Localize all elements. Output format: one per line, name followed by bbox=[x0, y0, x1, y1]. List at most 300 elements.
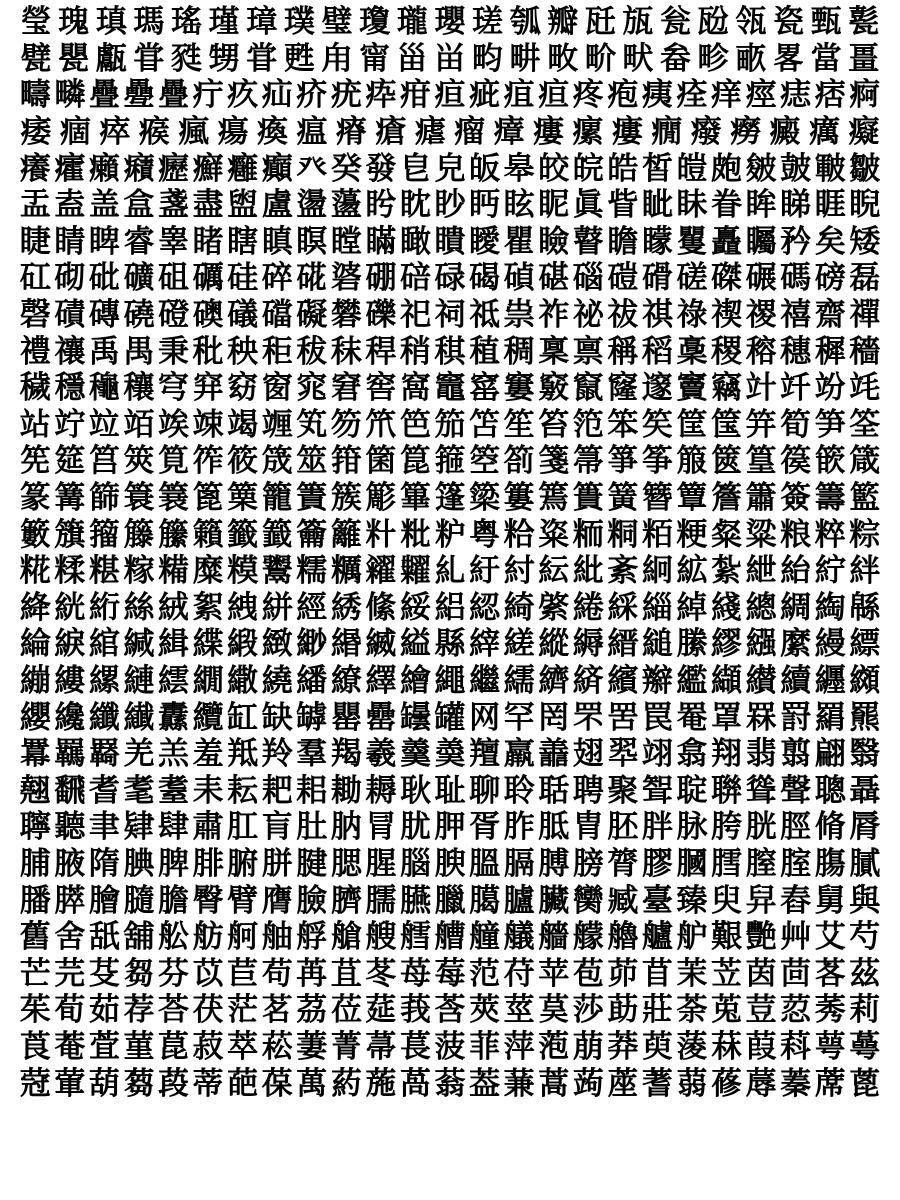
kanji-character: 罘 bbox=[572, 699, 604, 736]
kanji-character: 緲 bbox=[296, 626, 328, 663]
kanji-character: 繻 bbox=[503, 662, 535, 699]
kanji-character: 萢 bbox=[538, 1028, 570, 1065]
kanji-character: 苻 bbox=[503, 955, 535, 992]
kanji-character: 眸 bbox=[745, 187, 777, 224]
kanji-character: 篆 bbox=[19, 480, 51, 517]
kanji-character: 茱 bbox=[19, 992, 51, 1029]
kanji-character: 癧 bbox=[158, 150, 190, 187]
kanji-character: 瘡 bbox=[375, 114, 407, 151]
kanji-character: 窖 bbox=[365, 370, 397, 407]
kanji-character: 舐 bbox=[88, 919, 120, 956]
kanji-character: 繖 bbox=[227, 662, 259, 699]
kanji-character: 笂 bbox=[296, 406, 328, 443]
kanji-character: 膺 bbox=[261, 882, 293, 919]
kanji-character: 胥 bbox=[469, 809, 501, 846]
kanji-character: 禮 bbox=[19, 333, 51, 370]
kanji-character: 穹 bbox=[158, 370, 190, 407]
kanji-character: 粲 bbox=[711, 516, 743, 553]
kanji-character: 胼 bbox=[261, 845, 293, 882]
kanji-character: 纓 bbox=[19, 699, 51, 736]
kanji-character: 繙 bbox=[296, 662, 328, 699]
kanji-character: 稻 bbox=[641, 333, 673, 370]
kanji-character: 睾 bbox=[158, 223, 190, 260]
kanji-character: 菫 bbox=[123, 1028, 155, 1065]
kanji-character: 絆 bbox=[849, 553, 881, 590]
kanji-character: 痿 bbox=[20, 114, 52, 151]
kanji-character: 祠 bbox=[434, 297, 466, 334]
kanji-character: 罔 bbox=[538, 699, 570, 736]
kanji-character: 糅 bbox=[54, 553, 86, 590]
kanji-character: 羣 bbox=[296, 736, 328, 773]
kanji-character: 肓 bbox=[261, 809, 293, 846]
kanji-character: 瑾 bbox=[208, 4, 240, 41]
kanji-character: 癬 bbox=[192, 150, 224, 187]
character-row bbox=[18, 41, 882, 78]
kanji-character: 艀 bbox=[296, 919, 328, 956]
kanji-character: 疼 bbox=[572, 77, 604, 114]
kanji-character: 糂 bbox=[88, 553, 120, 590]
kanji-character: 翡 bbox=[745, 736, 777, 773]
kanji-character: 竝 bbox=[88, 406, 120, 443]
kanji-character: 緻 bbox=[261, 626, 293, 663]
kanji-character: 耘 bbox=[227, 772, 259, 809]
kanji-character: 翅 bbox=[572, 736, 604, 773]
kanji-character: 膓 bbox=[814, 845, 846, 882]
kanji-character: 窈 bbox=[227, 370, 259, 407]
kanji-character: 簀 bbox=[296, 480, 328, 517]
kanji-character: 磊 bbox=[849, 260, 881, 297]
kanji-character: 耙 bbox=[261, 772, 293, 809]
kanji-character: 罩 bbox=[711, 699, 743, 736]
kanji-character: 箴 bbox=[849, 443, 881, 480]
kanji-character: 簫 bbox=[745, 480, 777, 517]
kanji-character: 窗 bbox=[261, 370, 293, 407]
kanji-character: 箚 bbox=[503, 443, 535, 480]
kanji-character: 莅 bbox=[330, 992, 362, 1029]
kanji-character: 茆 bbox=[607, 955, 639, 992]
kanji-character: 籐 bbox=[123, 516, 155, 553]
kanji-character: 笳 bbox=[434, 406, 466, 443]
kanji-character: 筮 bbox=[296, 443, 328, 480]
kanji-character: 莊 bbox=[641, 992, 673, 1029]
kanji-character: 矜 bbox=[780, 223, 812, 260]
kanji-character: 膽 bbox=[158, 882, 190, 919]
kanji-character: 羹 bbox=[399, 736, 431, 773]
kanji-character: 舊 bbox=[19, 919, 51, 956]
kanji-character: 耡 bbox=[330, 772, 362, 809]
kanji-character: 睫 bbox=[19, 223, 51, 260]
character-row bbox=[18, 882, 882, 919]
kanji-character: 茴 bbox=[780, 955, 812, 992]
kanji-character: 筵 bbox=[54, 443, 86, 480]
kanji-character: 瞿 bbox=[503, 223, 535, 260]
kanji-character: 繝 bbox=[192, 662, 224, 699]
kanji-character: 聹 bbox=[19, 809, 51, 846]
kanji-character: 皷 bbox=[780, 150, 812, 187]
kanji-character: 經 bbox=[296, 589, 328, 626]
kanji-character: 筧 bbox=[158, 443, 190, 480]
kanji-character: 艘 bbox=[365, 919, 397, 956]
kanji-character: 羯 bbox=[330, 736, 362, 773]
kanji-character: 籬 bbox=[330, 516, 362, 553]
kanji-character: 腥 bbox=[365, 845, 397, 882]
kanji-character: 芬 bbox=[158, 955, 190, 992]
kanji-character: 綮 bbox=[538, 589, 570, 626]
kanji-character: 茲 bbox=[849, 955, 881, 992]
kanji-character: 瑳 bbox=[472, 4, 503, 41]
kanji-character: 竍 bbox=[745, 370, 777, 407]
kanji-character: 粮 bbox=[780, 516, 812, 553]
kanji-character: 甞 bbox=[133, 40, 165, 77]
kanji-character: 莉 bbox=[849, 992, 881, 1029]
kanji-character: 綟 bbox=[54, 626, 86, 663]
kanji-character: 粨 bbox=[641, 516, 673, 553]
kanji-character: 甥 bbox=[208, 40, 240, 77]
kanji-character: 綛 bbox=[469, 589, 501, 626]
kanji-character: 畛 bbox=[697, 40, 729, 77]
kanji-character: 膂 bbox=[607, 845, 639, 882]
kanji-character: 腆 bbox=[123, 845, 155, 882]
kanji-character: 疔 bbox=[192, 77, 224, 114]
kanji-character: 縒 bbox=[503, 626, 535, 663]
kanji-character: 眩 bbox=[503, 187, 535, 224]
kanji-character: 礫 bbox=[365, 297, 397, 334]
kanji-character: 缺 bbox=[261, 699, 293, 736]
kanji-character: 疣 bbox=[330, 77, 362, 114]
kanji-character: 緡 bbox=[330, 626, 362, 663]
kanji-character: 粡 bbox=[607, 516, 639, 553]
kanji-character: 臍 bbox=[330, 882, 362, 919]
kanji-character: 縺 bbox=[123, 662, 155, 699]
kanji-character: 莚 bbox=[365, 992, 397, 1029]
kanji-character: 舁 bbox=[745, 882, 777, 919]
kanji-character: 磬 bbox=[19, 297, 51, 334]
kanji-character: 竢 bbox=[158, 406, 190, 443]
kanji-character: 臉 bbox=[296, 882, 328, 919]
kanji-character: 瘋 bbox=[178, 114, 210, 151]
kanji-character: 瓏 bbox=[396, 4, 428, 41]
kanji-character: 篦 bbox=[192, 480, 224, 517]
kanji-character: 磔 bbox=[711, 260, 743, 297]
kanji-character: 禝 bbox=[745, 297, 777, 334]
kanji-character: 耄 bbox=[123, 772, 155, 809]
kanji-character: 縉 bbox=[607, 626, 639, 663]
kanji-character: 葩 bbox=[227, 1065, 259, 1102]
kanji-character: 筐 bbox=[676, 406, 708, 443]
kanji-character: 碾 bbox=[745, 260, 777, 297]
kanji-character: 皎 bbox=[538, 150, 570, 187]
kanji-character: 綺 bbox=[503, 589, 535, 626]
kanji-character: 碎 bbox=[261, 260, 293, 297]
kanji-character: 羃 bbox=[19, 736, 51, 773]
kanji-character: 糜 bbox=[192, 553, 224, 590]
kanji-character: 繽 bbox=[607, 662, 639, 699]
kanji-character: 癢 bbox=[19, 150, 51, 187]
kanji-character: 碯 bbox=[572, 260, 604, 297]
kanji-character: 萋 bbox=[296, 1028, 328, 1065]
kanji-character: 緇 bbox=[641, 589, 673, 626]
kanji-character: 甾 bbox=[396, 40, 428, 77]
character-row bbox=[18, 1065, 882, 1102]
kanji-character: 茗 bbox=[261, 992, 293, 1029]
kanji-character: 癈 bbox=[690, 114, 722, 151]
kanji-character: 蔆 bbox=[676, 1028, 708, 1065]
kanji-character: 畊 bbox=[509, 40, 541, 77]
character-row bbox=[18, 1029, 882, 1066]
kanji-character: 瞻 bbox=[607, 223, 639, 260]
kanji-character: 癩 bbox=[88, 150, 120, 187]
kanji-character: 瓬 bbox=[622, 4, 654, 41]
kanji-character: 翔 bbox=[711, 736, 743, 773]
kanji-character: 磋 bbox=[676, 260, 708, 297]
kanji-character: 癜 bbox=[769, 114, 801, 151]
kanji-character: 矼 bbox=[19, 260, 51, 297]
kanji-character: 眞 bbox=[572, 187, 604, 224]
kanji-character: 綫 bbox=[711, 589, 743, 626]
kanji-character: 筴 bbox=[123, 443, 155, 480]
kanji-character: 綢 bbox=[780, 589, 812, 626]
character-row bbox=[18, 297, 882, 334]
kanji-character: 蓍 bbox=[641, 1065, 673, 1102]
kanji-character: 璋 bbox=[246, 4, 278, 41]
kanji-character: 蒄 bbox=[19, 1065, 51, 1102]
kanji-character: 甤 bbox=[171, 40, 202, 77]
kanji-character: 絽 bbox=[434, 589, 466, 626]
kanji-character: 穢 bbox=[19, 370, 51, 407]
kanji-character: 膕 bbox=[676, 845, 708, 882]
kanji-character: 脣 bbox=[849, 809, 881, 846]
kanji-character: 萍 bbox=[503, 1028, 535, 1065]
kanji-character: 耋 bbox=[158, 772, 190, 809]
kanji-character: 腦 bbox=[399, 845, 431, 882]
kanji-character: 籔 bbox=[19, 516, 51, 553]
kanji-character: 荅 bbox=[158, 992, 190, 1029]
kanji-character: 絳 bbox=[19, 589, 51, 626]
kanji-character: 蓐 bbox=[745, 1065, 777, 1102]
kanji-character: 禧 bbox=[780, 297, 812, 334]
kanji-character: 疳 bbox=[399, 77, 431, 114]
kanji-character: 眛 bbox=[676, 187, 708, 224]
kanji-character: 睚 bbox=[814, 187, 846, 224]
kanji-character: 翆 bbox=[607, 736, 639, 773]
kanji-character: 蓖 bbox=[849, 1065, 881, 1102]
kanji-character: 畍 bbox=[584, 40, 616, 77]
kanji-character: 聽 bbox=[54, 809, 86, 846]
kanji-character: 癲 bbox=[261, 150, 293, 187]
kanji-character: 萬 bbox=[296, 1065, 328, 1102]
kanji-character: 甓 bbox=[20, 40, 52, 77]
kanji-character: 羮 bbox=[434, 736, 466, 773]
kanji-character: 磅 bbox=[814, 260, 846, 297]
kanji-character: 箘 bbox=[365, 443, 397, 480]
kanji-character: 辮 bbox=[641, 662, 673, 699]
kanji-character: 臘 bbox=[434, 882, 466, 919]
kanji-character: 聆 bbox=[503, 772, 535, 809]
kanji-character: 稘 bbox=[434, 333, 466, 370]
kanji-character: 葆 bbox=[261, 1065, 293, 1102]
kanji-character: 畄 bbox=[434, 40, 466, 77]
kanji-character: 縋 bbox=[641, 626, 673, 663]
kanji-character: 萠 bbox=[572, 1028, 604, 1065]
kanji-character: 舳 bbox=[261, 919, 293, 956]
kanji-character: 苟 bbox=[261, 955, 293, 992]
kanji-character: 齋 bbox=[814, 297, 846, 334]
kanji-character: 穗 bbox=[780, 333, 812, 370]
kanji-character: 秉 bbox=[158, 333, 190, 370]
kanji-character: 笨 bbox=[607, 406, 639, 443]
kanji-character: 舮 bbox=[676, 919, 708, 956]
kanji-character: 譱 bbox=[538, 736, 570, 773]
kanji-character: 穃 bbox=[745, 333, 777, 370]
kanji-character: 萪 bbox=[780, 1028, 812, 1065]
kanji-character: 站 bbox=[19, 406, 51, 443]
kanji-character: 縅 bbox=[365, 626, 397, 663]
kanji-character: 綏 bbox=[399, 589, 431, 626]
kanji-character: 穉 bbox=[814, 333, 846, 370]
kanji-character: 縷 bbox=[54, 662, 86, 699]
kanji-character: 舍 bbox=[54, 919, 86, 956]
kanji-character: 罎 bbox=[399, 699, 431, 736]
character-row bbox=[18, 846, 882, 883]
kanji-character: 碆 bbox=[330, 260, 362, 297]
kanji-character: 璧 bbox=[321, 4, 353, 41]
kanji-character: 糘 bbox=[123, 553, 155, 590]
kanji-character: 糢 bbox=[227, 553, 259, 590]
kanji-character: 茹 bbox=[88, 992, 120, 1029]
kanji-character: 蒂 bbox=[192, 1065, 224, 1102]
character-row bbox=[18, 809, 882, 846]
kanji-character: 痣 bbox=[780, 77, 812, 114]
kanji-character: 睥 bbox=[88, 223, 120, 260]
kanji-character: 瓰 bbox=[697, 4, 729, 41]
kanji-character: 祕 bbox=[572, 297, 604, 334]
kanji-character: 笶 bbox=[641, 406, 673, 443]
kanji-character: 窩 bbox=[399, 370, 431, 407]
kanji-character: 續 bbox=[780, 662, 812, 699]
kanji-character: 皋 bbox=[503, 150, 535, 187]
kanji-character: 聿 bbox=[88, 809, 120, 846]
kanji-character: 羞 bbox=[192, 736, 224, 773]
kanji-character: 菠 bbox=[434, 1028, 466, 1065]
kanji-character: 紵 bbox=[814, 553, 846, 590]
kanji-character: 粫 bbox=[572, 516, 604, 553]
kanji-character: 苜 bbox=[641, 955, 673, 992]
kanji-character: 胱 bbox=[745, 809, 777, 846]
kanji-character: 聨 bbox=[711, 772, 743, 809]
kanji-character: 艟 bbox=[469, 919, 501, 956]
kanji-character: 纛 bbox=[158, 699, 190, 736]
kanji-character: 穩 bbox=[54, 370, 86, 407]
kanji-character: 膸 bbox=[123, 882, 155, 919]
kanji-character: 砠 bbox=[158, 260, 190, 297]
kanji-character: 聳 bbox=[745, 772, 777, 809]
kanji-character: 竡 bbox=[123, 406, 155, 443]
kanji-character: 甯 bbox=[359, 40, 391, 77]
kanji-character: 箋 bbox=[538, 443, 570, 480]
kanji-character: 縲 bbox=[88, 662, 120, 699]
kanji-character: 矚 bbox=[745, 223, 777, 260]
kanji-character: 礑 bbox=[261, 297, 293, 334]
kanji-character: 菷 bbox=[365, 1028, 397, 1065]
kanji-character: 筺 bbox=[711, 406, 743, 443]
kanji-character: 疊 bbox=[88, 77, 120, 114]
kanji-character: 竭 bbox=[227, 406, 259, 443]
kanji-character: 疊 bbox=[158, 77, 190, 114]
kanji-character: 苺 bbox=[399, 955, 431, 992]
kanji-character: 繹 bbox=[365, 662, 397, 699]
kanji-character: 聶 bbox=[849, 772, 881, 809]
kanji-character: 莽 bbox=[607, 1028, 639, 1065]
kanji-character: 瑰 bbox=[58, 4, 90, 41]
kanji-character: 腱 bbox=[296, 845, 328, 882]
kanji-character: 矮 bbox=[849, 223, 881, 260]
kanji-character: 矇 bbox=[641, 223, 673, 260]
kanji-character: 紊 bbox=[607, 553, 639, 590]
kanji-character: 聊 bbox=[469, 772, 501, 809]
kanji-character: 莠 bbox=[814, 992, 846, 1029]
kanji-character: 苞 bbox=[572, 955, 604, 992]
kanji-character: 翳 bbox=[849, 736, 881, 773]
kanji-character: 痊 bbox=[676, 77, 708, 114]
kanji-character: 腑 bbox=[227, 845, 259, 882]
kanji-character: 蒟 bbox=[572, 1065, 604, 1102]
kanji-character: 砒 bbox=[88, 260, 120, 297]
kanji-character: 篏 bbox=[814, 443, 846, 480]
character-row bbox=[18, 150, 882, 187]
kanji-character: 盍 bbox=[54, 187, 86, 224]
kanji-character: 罍 bbox=[365, 699, 397, 736]
kanji-character: 苳 bbox=[365, 955, 397, 992]
kanji-character: 縡 bbox=[469, 626, 501, 663]
kanji-character: 纔 bbox=[54, 699, 86, 736]
kanji-character: 罟 bbox=[607, 699, 639, 736]
kanji-character: 糴 bbox=[365, 553, 397, 590]
kanji-character: 箏 bbox=[607, 443, 639, 480]
kanji-character: 篷 bbox=[434, 480, 466, 517]
kanji-character: 籠 bbox=[261, 480, 293, 517]
kanji-character: 縹 bbox=[849, 626, 881, 663]
kanji-character: 舫 bbox=[192, 919, 224, 956]
kanji-character: 茖 bbox=[814, 955, 846, 992]
kanji-character: 舩 bbox=[158, 919, 190, 956]
kanji-character: 眇 bbox=[434, 187, 466, 224]
kanji-character: 簪 bbox=[641, 480, 673, 517]
kanji-character: 竕 bbox=[814, 370, 846, 407]
kanji-character: 砌 bbox=[54, 260, 86, 297]
kanji-character: 祓 bbox=[607, 297, 639, 334]
kanji-character: 纉 bbox=[745, 662, 777, 699]
kanji-character: 葹 bbox=[365, 1065, 397, 1102]
kanji-character: 聢 bbox=[676, 772, 708, 809]
kanji-character: 聲 bbox=[780, 772, 812, 809]
kanji-character: 聟 bbox=[641, 772, 673, 809]
kanji-character: 盧 bbox=[261, 187, 293, 224]
kanji-character: 纒 bbox=[814, 662, 846, 699]
kanji-character: 糶 bbox=[399, 553, 431, 590]
kanji-character: 籀 bbox=[88, 516, 120, 553]
kanji-character: 碪 bbox=[538, 260, 570, 297]
character-row bbox=[18, 516, 882, 553]
kanji-character: 苡 bbox=[192, 955, 224, 992]
kanji-character: 胖 bbox=[641, 809, 673, 846]
kanji-character: 簓 bbox=[365, 480, 397, 517]
kanji-character: 眦 bbox=[641, 187, 673, 224]
kanji-character: 脉 bbox=[676, 809, 708, 846]
kanji-character: 絎 bbox=[88, 589, 120, 626]
kanji-character: 飜 bbox=[54, 772, 86, 809]
kanji-character: 芻 bbox=[123, 955, 155, 992]
kanji-character: 疱 bbox=[607, 77, 639, 114]
